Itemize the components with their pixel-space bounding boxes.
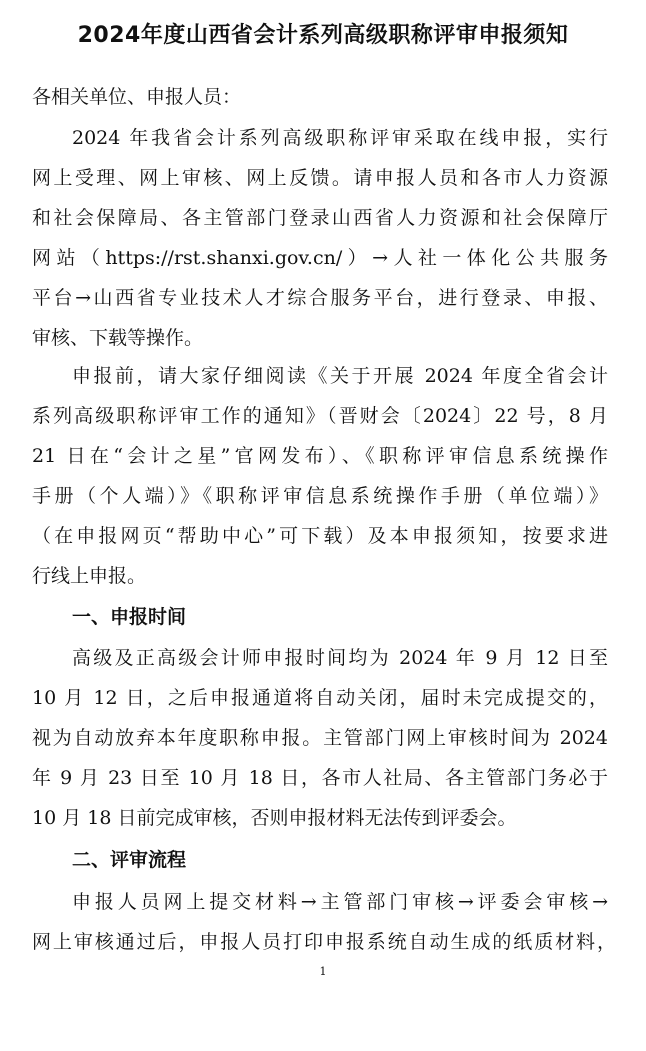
paragraph-line: 手册（个人端）》《职称评审信息系统操作手册（单位端）》: [32, 485, 608, 507]
paragraph-line: 系列高级职称评审工作的通知》（晋财会〔2024〕22 号，8 月: [32, 405, 608, 427]
paragraph-line: 网站（https://rst.shanxi.gov.cn/）→人社一体化公共服务: [32, 247, 608, 269]
paragraph-line: （在申报网页“帮助中心”可下载）及本申报须知，按要求进: [32, 525, 608, 547]
paragraph-line: 行线上申报。: [32, 565, 147, 587]
page-number: 1: [319, 965, 327, 978]
paragraph-line: 高级及正高级会计师申报时间均为 2024 年 9 月 12 日至: [72, 647, 608, 669]
paragraph-line: 和社会保障局、各主管部门登录山西省人力资源和社会保障厅: [32, 207, 608, 229]
paragraph-line: 视为自动放弃本年度职称申报。主管部门网上审核时间为 2024: [32, 727, 608, 749]
paragraph-line: 网上受理、网上审核、网上反馈。请申报人员和各市人力资源: [32, 167, 608, 189]
paragraph-line: 年 9 月 23 日至 10 月 18 日，各市人社局、各主管部门务必于: [32, 767, 608, 789]
paragraph-line: 10 月 18 日前完成审核，否则申报材料无法传到评委会。: [32, 807, 517, 829]
paragraph-line: 申报前，请大家仔细阅读《关于开展 2024 年度全省会计: [72, 365, 608, 387]
section-heading: 二、评审流程: [72, 849, 187, 871]
paragraph-line: 平台→山西省专业技术人才综合服务平台，进行登录、申报、: [32, 287, 608, 309]
salutation: 各相关单位、申报人员：: [32, 86, 242, 108]
section-heading: 一、申报时间: [72, 606, 187, 628]
document-title: 2024年度山西省会计系列高级职称评审申报须知: [77, 23, 569, 48]
paragraph-line: 21 日在“会计之星”官网发布）、《职称评审信息系统操作: [32, 445, 608, 467]
paragraph-line: 网上审核通过后，申报人员打印申报系统自动生成的纸质材料，: [32, 931, 616, 953]
paragraph-line: 申报人员网上提交材料→主管部门审核→评委会审核→: [72, 891, 608, 913]
paragraph-line: 10 月 12 日，之后申报通道将自动关闭，届时未完成提交的，: [32, 687, 608, 709]
paragraph-line: 2024 年我省会计系列高级职称评审采取在线申报，实行: [72, 127, 608, 149]
paragraph-line: 审核、下载等操作。: [32, 327, 204, 349]
